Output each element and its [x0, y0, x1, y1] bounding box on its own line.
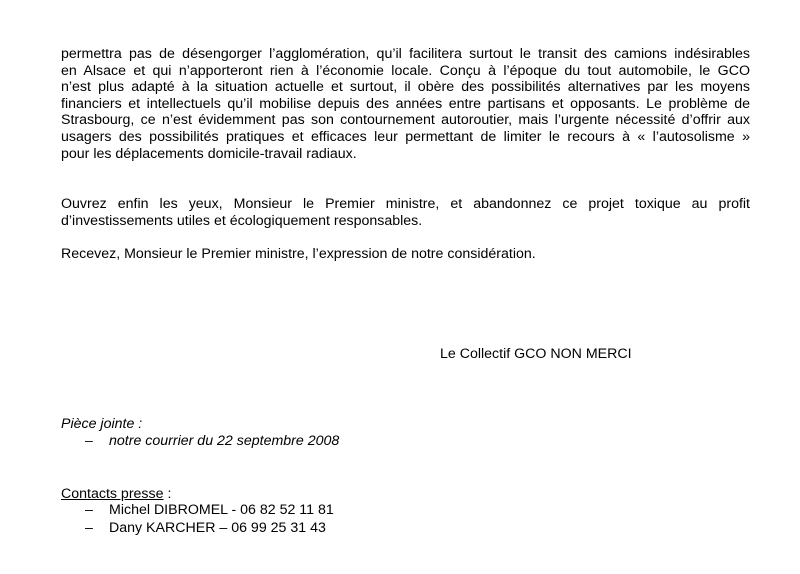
contact-text: Michel DIBROMEL - 06 82 52 11 81 — [109, 502, 334, 518]
body-paragraph-appeal — [61, 196, 750, 229]
contact-item — [85, 502, 334, 519]
text-line: d’investissements utiles et écologiquement responsables. — [61, 212, 423, 229]
dash-bullet: – — [85, 502, 93, 518]
signature: Le Collectif GCO NON MERCI — [440, 346, 632, 362]
contacts-title — [61, 486, 171, 503]
text-line: en Alsace et qui n’apporteront rien à l’économie locale. Conçu à l’époque du tout automobile, le GCO — [61, 62, 750, 79]
text-line: Strasbourg, ce n’est évidemment pas son contournement autoroutier, mais l’urgente nécessité d’offrir aux — [61, 112, 750, 129]
attachments-title: Pièce jointe : — [61, 416, 143, 432]
contact-item — [85, 520, 326, 537]
dash-bullet: – — [85, 433, 93, 449]
contact-text: Dany KARCHER – 06 99 25 31 43 — [109, 520, 326, 536]
text-line: permettra pas de désengorger l’agglomération, qu’il facilitera surtout le transit des camions indésirables — [61, 46, 750, 62]
text-line: usagers des possibilités pratiques et efficaces leur permettant de limiter le recours à « l’autosolisme » — [61, 128, 750, 145]
text-line: n’est plus adapté à la situation actuelle et surtout, il obère des possibilités alternatives par les moyens — [61, 79, 750, 96]
attachment-text: notre courrier du 22 septembre 2008 — [109, 433, 340, 449]
contacts-title-label: Contacts presse — [61, 486, 164, 502]
text-line: financiers et intellectuels qu’il mobilise depuis des années entre partisans et opposants. Le problème de — [61, 95, 750, 112]
contacts-title-colon: : — [163, 486, 172, 502]
text-line: Recevez, Monsieur le Premier ministre, l’expression de notre considération. — [61, 246, 536, 262]
body-paragraph-gco — [61, 46, 750, 162]
attachment-item — [85, 433, 339, 450]
text-line: pour les déplacements domicile-travail radiaux. — [61, 145, 357, 162]
text-line: Ouvrez enfin les yeux, Monsieur le Premier ministre, et abandonnez ce projet toxique au profit — [61, 196, 750, 212]
closing-salutation — [61, 246, 750, 263]
dash-bullet: – — [85, 520, 93, 536]
